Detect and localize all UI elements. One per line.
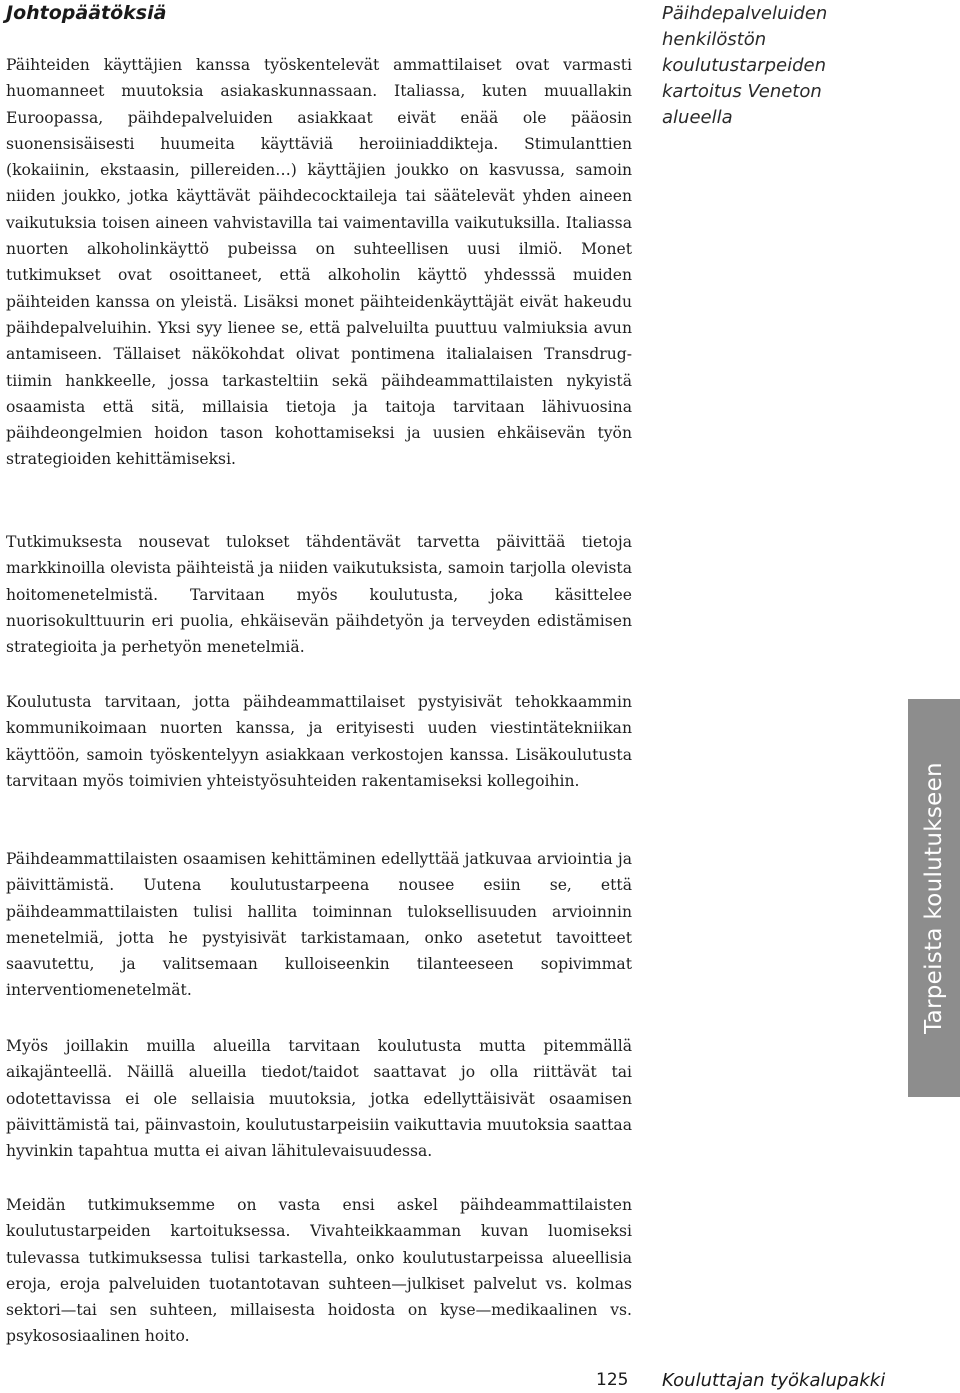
- paragraph-3: [6, 689, 632, 794]
- section-heading: Johtopäätöksiä: [6, 2, 167, 24]
- footer-title: Kouluttajan työkalupakki: [662, 1370, 886, 1391]
- paragraph-2: [6, 529, 632, 660]
- section-tab: [908, 699, 960, 1097]
- paragraph-1: [6, 52, 632, 473]
- paragraph-4-text: Päihdeammattilaisten osaamisen kehittäminen edellyttää jatkuvaa arviointia ja päivittämistä. Uutena koulutustarpeena nousee esiin se, että päihdeammattilaisten tulisi hallita toiminnan tuloksellisuuden arvioinnin menetelmiä, jotta he pystyisivät tarkistamaan, onko asetetut tavoitteet saavutettu, ja valitsemaan kulloiseenkin tilanteeseen sopivimmat interventiomenetelmät.: [6, 850, 632, 1000]
- page-number: 125: [596, 1370, 629, 1390]
- paragraph-6: [6, 1192, 632, 1350]
- paragraph-1-text: Päihteiden käyttäjien kanssa työskentelevät ammattilaiset ovat varmasti huomanneet muutoksia asiakaskunnassaan. Italiassa, kuten muuallakin Euroopassa, päihdepalveluiden asiakkaat eivät enää ole pääosin suonensisäisesti huumeita käyttäviä heroiiniaddikteja. Stimulanttien (kokaiinin, ekstaasin, pillereiden…) käyttäjien joukko on kasvussa, samoin niiden joukko, jotka käyttävät päihdecocktaileja tai säätelevät yhden aineen vaikutuksia toisen aineen vahvistavilla tai vaimentavilla vaikutuksilla. Italiassa nuorten alkoholinkäyttö pubeissa on suhteellisen uusi ilmiö. Monet tutkimukset ovat osoittaneet, että alkoholin käyttö yhdesssä muiden päihteiden kanssa on yleistä. Lisäksi monet päihteidenkäyttäjät eivät hakeudu päihdepalveluihin. Yksi syy lienee se, että palveluilta puuttuu valmiuksia avun antamiseen. Tällaiset näkökohdat olivat pontimena italialaisen Transdrug-tiimin hankkeelle, jossa tarkasteltiin sekä päihdeammattilaisten nykyistä osaamista että sitä, millaisia tietoja ja taitoja tarvitaan lähivuosina päihdeongelmien hoidon tason kohottamiseksi ja uusien ehkäisevän työn strategioiden kehittämiseksi.: [6, 56, 632, 469]
- paragraph-3-text: Koulutusta tarvitaan, jotta päihdeammattilaiset pystyisivät tehokkaammin kommunikoimaan nuorten kanssa, ja erityisesti uuden viestintätekniikan käyttöön, samoin työskentelyyn asiakkaan verkostojen kanssa. Lisäkoulutusta tarvitaan myös toimivien yhteistyösuhteiden rakentamiseksi kollegoihin.: [6, 693, 632, 790]
- section-tab-label: Tarpeista koulutukseen: [921, 762, 947, 1034]
- paragraph-4: [6, 846, 632, 1004]
- paragraph-2-text: Tutkimuksesta nousevat tulokset tähdentävät tarvetta päivittää tietoja markkinoilla olevista päihteistä ja niiden vaikutuksista, samoin tarjolla olevista hoitomenetelmistä. Tarvitaan myös koulutusta, joka käsittelee nuorisokulttuurin eri puolia, ehkäisevän päihdetyön ja terveyden edistämisen strategioita ja perhetyön menetelmiä.: [6, 533, 632, 657]
- paragraph-5-text: Myös joillakin muilla alueilla tarvitaan koulutusta mutta pitemmällä aikajänteellä. Näillä alueilla tiedot/taidot saattavat jo olla riittävät tai odotettavissa ei ole sellaisia muutoksia, jotka edellyttäisivät osaamisen päivittämistä tai, päinvastoin, koulutustarpeisiin vaikuttavia muutoksia saattaa hyvinkin tapahtua mutta ei aivan lähitulevaisuudessa.: [6, 1037, 632, 1161]
- paragraph-5: [6, 1033, 632, 1164]
- paragraph-6-text: Meidän tutkimuksemme on vasta ensi askel päihdeammattilaisten koulutustarpeiden kartoituksessa. Vivahteikkaamman kuvan luomiseksi tulevassa tutkimuksessa tulisi tarkastella, onko koulutustarpeissa alueellisia eroja, eroja palveluiden tuotantotavan suhteen—julkiset palvelut vs. kolmas sektori—tai sen suhteen, millaisesta hoidosta on kyse—medikaalinen vs. psykososiaalinen hoito.: [6, 1196, 632, 1346]
- running-title: Päihdepalveluiden henkilöstön koulutustarpeiden kartoitus Veneton alueella: [662, 3, 828, 128]
